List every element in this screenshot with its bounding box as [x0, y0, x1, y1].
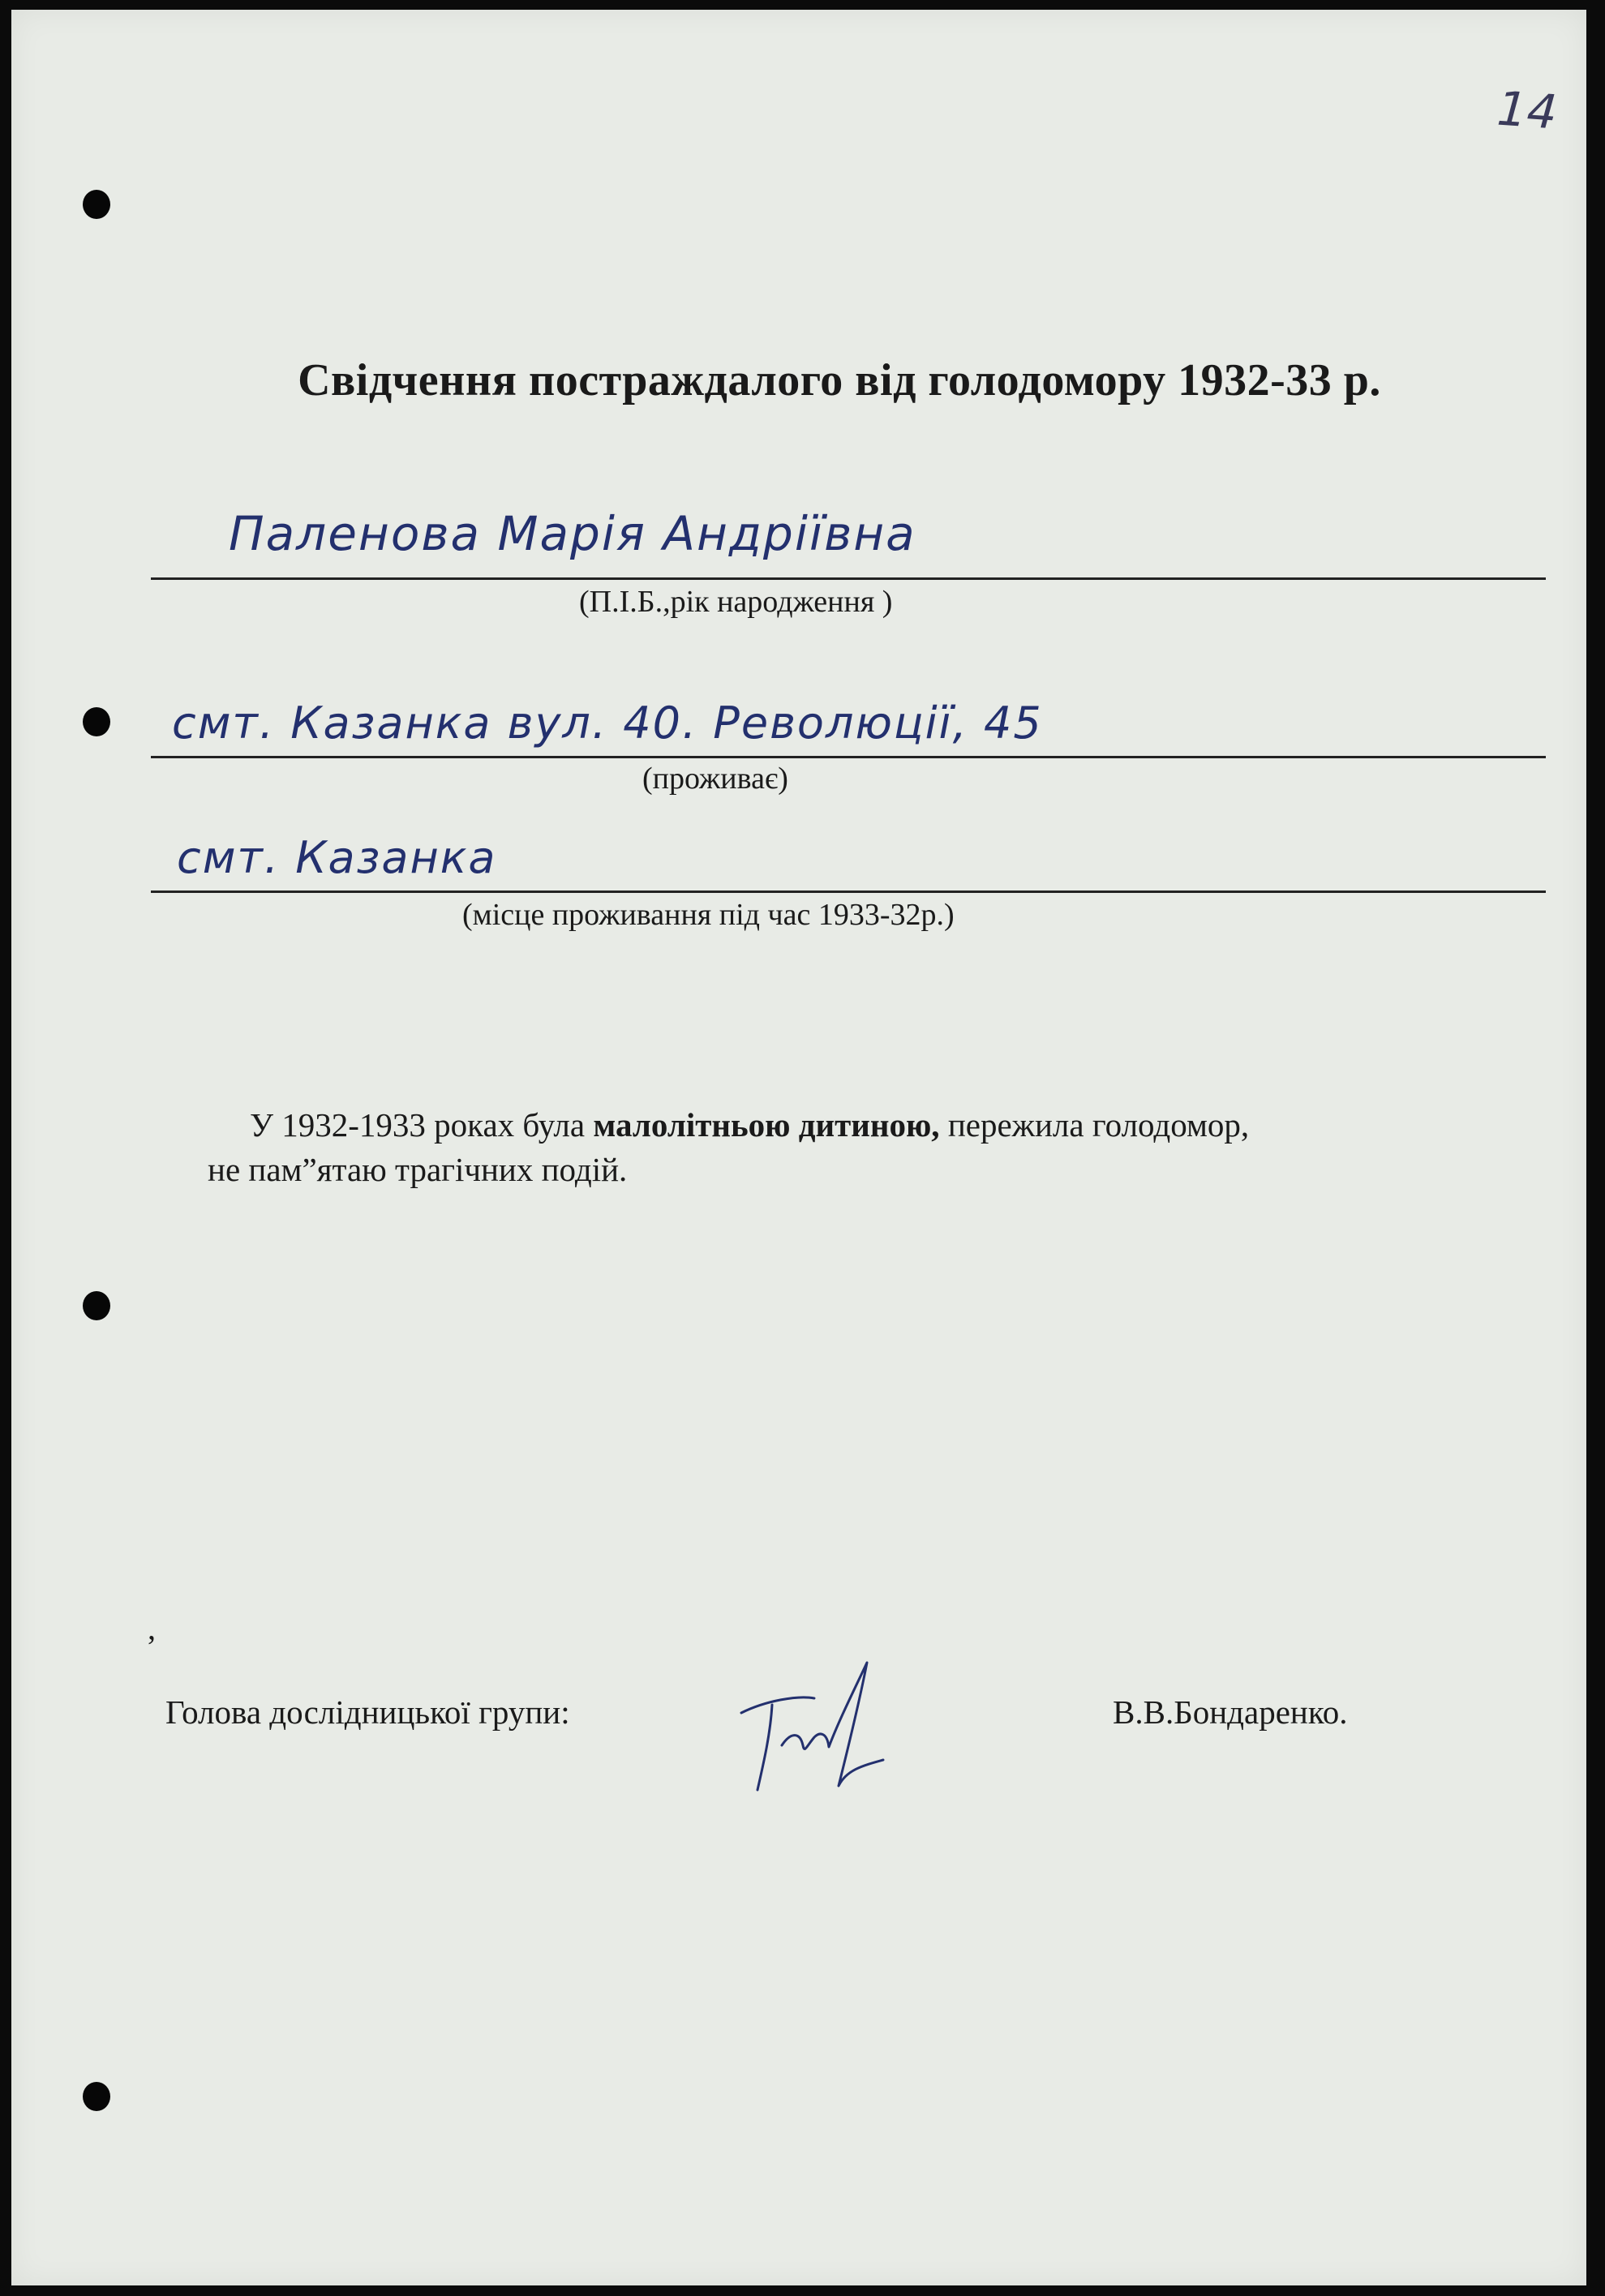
handwritten-name: Паленова Марія Андріївна — [229, 506, 916, 561]
residence-field-line — [151, 756, 1546, 758]
testimony-line-2: не пам”ятаю трагічних подій. — [208, 1151, 628, 1188]
past-residence-caption: (місце проживання під час 1933-32р.) — [462, 898, 955, 932]
residence-caption: (проживає) — [642, 762, 788, 796]
punch-hole — [83, 1291, 110, 1320]
document-title: Свідчення постраждалого від голодомору 1932-33 р. — [298, 355, 1381, 406]
signature-icon — [725, 1656, 912, 1802]
handwritten-past-residence: смт. Казанка — [177, 832, 497, 883]
document-sheet — [11, 10, 1586, 2285]
punch-hole — [83, 2082, 110, 2111]
testimony-text — [208, 1103, 1448, 1192]
role-label: Голова дослідницької групи: — [165, 1693, 570, 1731]
punch-hole — [83, 707, 110, 736]
page-number-mark: 14 — [1495, 80, 1560, 140]
punch-hole — [83, 190, 110, 219]
past-residence-field-line — [151, 891, 1546, 893]
name-caption: (П.І.Б.,рік народження ) — [579, 585, 893, 619]
testimony-bold-phrase: малолітньою дитиною, — [593, 1106, 940, 1144]
testimony-line-1: У 1932-1933 роках була малолітньою дитиною, пережила голодомор, — [250, 1106, 1250, 1144]
signer-name: В.В.Бондаренко. — [1113, 1693, 1348, 1731]
handwritten-residence: смт. Казанка вул. 40. Революції, 45 — [172, 697, 1043, 749]
name-field-line — [151, 577, 1546, 580]
stray-mark: , — [148, 1610, 156, 1646]
